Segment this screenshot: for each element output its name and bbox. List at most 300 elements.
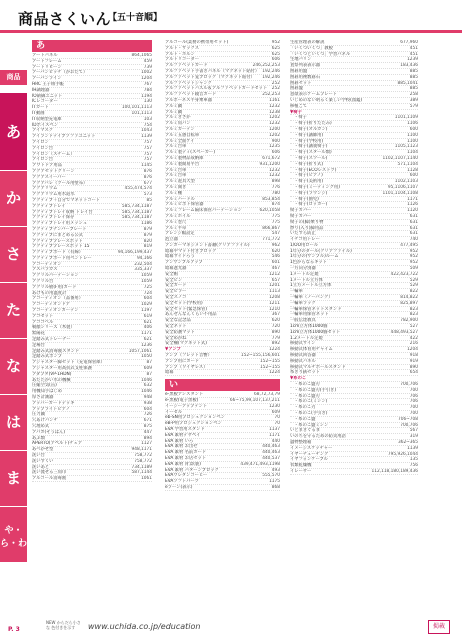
entry-pages: 1186 <box>141 221 152 227</box>
entry-pages: 567 <box>409 428 418 434</box>
entry-pages: 864,1065 <box>131 53 152 58</box>
entry-name: 査察列表表示器 <box>290 63 321 69</box>
entry-name: アンプ（ワイヤレス） <box>165 364 208 370</box>
entry-name: アクティブプレースボット <box>32 238 83 244</box>
entry-pages: 1100 <box>407 138 418 144</box>
entry-name: アートフレーム <box>32 58 62 64</box>
entry-name: アコーディオン（品番用） <box>32 296 84 302</box>
entry-pages: 879 <box>143 232 152 238</box>
entry-name: アイロン（スチーム） <box>32 151 75 157</box>
entry-name: アイマスク <box>32 128 54 134</box>
entry-name: 囲碁用盤 <box>290 68 308 74</box>
entry-pages: 620,1058 <box>259 208 280 214</box>
entry-name: あげもの用温度計 <box>32 290 67 296</box>
entry-name: EVA 素材 いろ <box>165 438 194 444</box>
entry-name: e-黒板アシスタント <box>165 392 204 398</box>
entry-name: 足踏み式ポンプ <box>32 354 63 360</box>
entry-pages: 1101,1104,1108 <box>382 190 418 196</box>
entry-name: アルミ全面ゲイ <box>165 138 195 144</box>
entry-name: アウトドア用品 <box>32 163 62 169</box>
entry-name: ・椅子(講師用) <box>294 132 324 138</box>
entry-name: 移動式マルチボールスタンド <box>290 364 346 370</box>
entry-name: アルミホイル <box>165 213 191 219</box>
entry-name: いたずら防止 <box>290 231 316 237</box>
entry-name: アコーディオンカーテン <box>32 308 79 314</box>
entry-pages: 918 <box>409 353 418 359</box>
entry-pages: 1236 <box>141 342 152 348</box>
entry-pages: 1224 <box>269 370 280 376</box>
entry-pages: 529 <box>409 277 418 283</box>
entry-pages: 1043 <box>141 128 152 134</box>
entry-name: アクアスイーパー <box>32 174 66 180</box>
entry-pages: 876 <box>143 168 152 174</box>
entry-pages: 1232 <box>269 167 280 173</box>
entry-name: EVA 素材 パターンブロック <box>165 467 219 473</box>
entry-name: アルト・ホルン <box>165 51 195 57</box>
entry-pages: 724 <box>143 290 152 296</box>
entry-name: あんぜんなんくらい不用品 <box>165 312 217 318</box>
entry-pages: 585,734,1187 <box>121 209 152 215</box>
entry-name: 糸きり鋏セット <box>290 370 321 376</box>
entry-pages: 706~708 <box>397 416 418 422</box>
entry-pages: 885 <box>409 86 418 92</box>
entry-name: イメージスケッチャー <box>290 445 333 451</box>
entry-name: ・椅子(オルガン) <box>294 126 328 132</box>
entry-name: 1メートル定規 <box>290 271 319 277</box>
entry-pages: 94,166,199,437 <box>117 250 152 256</box>
entry-name: アルコール(業務の携帯用セット) <box>165 40 229 45</box>
entry-name: いのちを守るための防災用語 <box>290 434 346 440</box>
entry-name: アパカ(そうぱん) <box>32 429 66 435</box>
entry-pages: 822 <box>409 289 418 295</box>
entry-pages: 754 <box>143 122 152 128</box>
index-entry[interactable] <box>290 469 418 475</box>
tab-a[interactable]: あ <box>0 93 27 171</box>
entry-name: ・糸のこ盤刃 <box>294 393 320 399</box>
entry-pages: 1100 <box>407 132 418 138</box>
entry-pages: 319 <box>409 434 418 440</box>
entry-name: アルミ角パン <box>165 121 191 127</box>
entry-pages: 782,900 <box>400 318 418 324</box>
entry-name: アートパネル <box>32 53 58 58</box>
entry-pages: 1197 <box>141 308 152 314</box>
entry-name: IT動画 <box>32 110 45 116</box>
entry-pages: 931,1200 <box>259 161 280 167</box>
entry-name: 椅子カバー <box>290 208 312 214</box>
entry-name: 囲碁盤 <box>290 86 303 92</box>
entry-pages: 952 <box>271 40 280 45</box>
entry-name: 1年分のダール(クリアファイル) <box>290 248 352 254</box>
entry-pages: 1232 <box>269 121 280 127</box>
index-entry[interactable] <box>165 370 280 376</box>
entry-pages: 631 <box>409 225 418 231</box>
entry-name: 安全ネット <box>165 324 187 330</box>
entry-pages: 68,72,73,79 <box>254 392 280 398</box>
entry-pages: 252 <box>271 80 280 86</box>
entry-name: 圧縮空気(缶) <box>32 383 57 389</box>
entry-name: 安全ピン <box>165 277 183 283</box>
entry-pages: 455,474,574 <box>124 186 152 192</box>
entry-pages: 739 <box>143 64 152 70</box>
entry-name: アルファベット鏡音カード <box>165 92 217 98</box>
entry-pages: 875 <box>143 424 152 429</box>
entry-pages: 152~155 <box>259 364 280 370</box>
entry-pages: 94,166 <box>136 255 152 261</box>
entry-pages: 601 <box>271 260 280 266</box>
entry-name: アルミ台車 <box>165 173 187 179</box>
entry-name: 一輪車用保管ネット <box>290 312 329 318</box>
entry-name: ・椅子(講義椅子) <box>294 144 328 150</box>
entry-name: 「いくつといくつ」学習パネル <box>290 51 351 57</box>
entry-name: あたたかい水の機械 <box>32 377 71 383</box>
entry-name: ・糸のこ盤刃 <box>294 382 320 388</box>
entry-pages: 216 <box>409 341 418 347</box>
entry-name: アコーディオンドア <box>32 302 70 308</box>
entry-pages: 1046 <box>141 377 152 383</box>
entry-name: 暗幕やマット付きブロック <box>165 248 217 254</box>
entry-name: アイロン台 <box>32 157 54 163</box>
entry-name: 安全ピラー <box>165 289 187 295</box>
entry-name: アクティブ＋自分でマネットコート <box>32 197 101 203</box>
entry-name: 洗いすくい <box>32 458 54 464</box>
entry-name: 安全防護マット <box>165 329 195 335</box>
entry-pages: 853,854 <box>262 196 280 202</box>
entry-pages: 527 <box>409 324 418 330</box>
entry-pages: 962 <box>271 242 280 248</box>
entry-name: EVA 素材 背景(裏) <box>165 461 201 467</box>
entry-pages: 1101,1109 <box>394 115 418 121</box>
entry-pages: 825,897 <box>400 300 418 306</box>
entry-pages: 467 <box>271 266 280 272</box>
footer-url[interactable]: www.uchida.co.jp/education <box>88 622 201 631</box>
entry-pages: 440,537 <box>262 455 280 461</box>
entry-name: アルファベットカード <box>165 63 208 69</box>
entry-pages: 1230 <box>269 403 280 409</box>
entry-name: アイロン <box>32 139 49 145</box>
entry-pages: 448,493,527 <box>390 329 418 335</box>
entry-name: 安全な記念品 <box>165 318 191 324</box>
entry-pages: 1061 <box>141 476 152 482</box>
entry-name: アッパーガードデッキ <box>32 400 75 406</box>
entry-pages: 152~155,156,601 <box>240 353 280 359</box>
entry-name: ITカート <box>32 105 49 111</box>
entry-pages: 625 <box>271 45 280 51</box>
entry-pages: 868 <box>271 484 280 490</box>
entry-pages: 252,253 <box>262 92 280 98</box>
entry-pages: 819 <box>143 244 152 250</box>
entry-name: ・椅子(学校用) <box>294 138 324 144</box>
entry-name: アコーディオン <box>32 261 62 267</box>
entry-name: アクアセットグリーン <box>32 168 75 174</box>
entry-pages: 100,101,1113 <box>121 105 152 111</box>
entry-pages: 952 <box>409 254 418 260</box>
entry-pages: 700,706 <box>400 422 418 428</box>
entry-pages: 1128 <box>407 167 418 173</box>
entry-name: 衣類乾燥機 <box>290 463 312 469</box>
entry-name: 洗いあと <box>32 464 50 470</box>
entry-pages: 625 <box>271 51 280 57</box>
entry-pages: 1232 <box>269 173 280 179</box>
entry-name: 生地バリン <box>290 57 312 63</box>
entry-name: EVAウレタンコーヒー <box>165 473 208 479</box>
entry-pages: 152~155 <box>259 358 280 364</box>
entry-pages: 771,772 <box>262 237 280 243</box>
entry-pages: 1232 <box>269 103 280 109</box>
entry-name: ・椅子(ECOレストツ) <box>294 167 337 173</box>
entry-pages: 1202 <box>269 115 280 121</box>
entry-name: 「いくついくつ」教板 <box>290 45 333 51</box>
entry-name: ▼椅子 <box>290 109 302 115</box>
entry-name: 椅子カバー <box>290 213 312 219</box>
entry-pages: 1102,1103 <box>394 179 418 185</box>
index-entry[interactable] <box>165 485 280 491</box>
entry-pages: 87 <box>146 360 152 366</box>
entry-name: EVA 素材 名前カード <box>165 450 207 456</box>
entry-pages: 1145 <box>141 163 152 169</box>
entry-pages: 919 <box>409 358 418 364</box>
entry-pages: 587,1144 <box>131 470 152 476</box>
entry-pages: 1059 <box>141 273 152 279</box>
entry-pages: 1057,1061 <box>128 348 152 354</box>
entry-name: アジャスター用高抗式支柱保護 <box>32 366 92 372</box>
entry-pages: 894 <box>143 435 152 441</box>
entry-pages: 757 <box>143 139 152 145</box>
entry-pages: 192,246 <box>262 68 280 74</box>
entry-pages: 948,1171 <box>131 447 152 453</box>
entry-name: アルポーネス半身乗車器 <box>165 97 212 103</box>
entry-pages: 866,867 <box>262 225 280 231</box>
entry-pages: 1120 <box>407 208 418 214</box>
entry-name: アルミ台車 <box>165 144 187 150</box>
entry-pages: 700,706 <box>400 382 418 388</box>
entry-name: アイランドテイブソファユニット <box>32 134 96 140</box>
entry-pages: 1202 <box>269 132 280 138</box>
entry-name: 一輪車保管ネットスタンド <box>290 306 342 312</box>
entry-pages: 620 <box>271 318 280 324</box>
entry-pages: 1029 <box>141 302 152 308</box>
entry-name: イヤーチューチング <box>290 451 329 457</box>
tab-sa[interactable]: さ <box>0 227 27 283</box>
entry-pages: 1201 <box>269 283 280 289</box>
entry-pages: 135 <box>409 457 418 463</box>
entry-pages: 814,822 <box>400 295 418 301</box>
entry-name: 1立方メートル立方体 <box>290 283 332 289</box>
entry-pages: 1194 <box>141 93 152 99</box>
entry-name: 一輪車（ノーパンク） <box>290 295 333 301</box>
entry-name: アクティブボード用ペントレー <box>32 255 92 261</box>
entry-pages: 726 <box>143 412 152 418</box>
entry-name: イチゴ用トレー <box>290 237 320 243</box>
entry-name: ・椅子(ミーティング用) <box>294 184 340 190</box>
entry-pages: 775 <box>271 219 280 225</box>
tab-ya-ra-wa[interactable]: や・ら・わ <box>0 507 27 563</box>
entry-name: 1メートル立方体 <box>290 277 323 283</box>
entry-pages: 734,1189 <box>131 464 152 470</box>
tab-ma[interactable]: ま <box>0 451 27 507</box>
entry-pages: 451 <box>409 51 418 57</box>
entry-name: アスパラガス <box>32 267 58 273</box>
entry-pages: 631 <box>409 231 418 237</box>
entry-pages: 579 <box>409 103 418 109</box>
entry-pages: 529 <box>409 283 418 289</box>
entry-name: eラーン(表示) <box>165 484 193 490</box>
entry-pages: 823 <box>409 306 418 312</box>
entry-name: 意欲表示ゲームプレート <box>290 92 338 98</box>
entry-pages: 606 <box>271 57 280 63</box>
entry-name: 安全スノコ <box>165 295 187 301</box>
entry-pages: 758,772 <box>134 452 152 458</box>
entry-name: IT収納型充電庫 <box>32 116 62 122</box>
entry-pages: 609 <box>143 366 152 372</box>
entry-name: 1色からなるキット <box>290 260 328 266</box>
entry-pages: 406 <box>143 325 152 331</box>
entry-pages: 1161 <box>269 97 280 103</box>
entry-name: 厚さ計測器 <box>32 395 54 401</box>
page-subtitle: 【五十音順】 <box>108 13 163 23</box>
sidebar-label: 商品 <box>0 70 27 85</box>
entry-pages: 66~75,99,107,137,211 <box>229 398 280 404</box>
entry-pages: 700 <box>409 405 418 411</box>
entry-name: APERTO(アペルト)チェア <box>32 441 83 447</box>
entry-pages: 767 <box>143 81 152 87</box>
entry-pages: 876 <box>143 174 152 180</box>
entry-name: 椅子の(脚)乗り物 <box>290 219 324 225</box>
entry-pages: 422,423,722 <box>390 271 418 277</box>
entry-name: 1/OO用ロール <box>290 242 319 248</box>
entry-pages: 700 <box>409 387 418 393</box>
entry-name: ・糸のこ刃 <box>294 405 316 411</box>
entry-name: アーバンピッチ（かおだて） <box>32 70 88 76</box>
entry-name: EVAソフトパーツ <box>165 479 199 485</box>
entry-pages: 1171 <box>407 196 418 202</box>
entry-pages: 1175 <box>269 479 280 485</box>
entry-name: アップライトピアノ <box>32 406 70 412</box>
entry-name: アルミ棚 <box>165 190 183 196</box>
entry-pages: 938 <box>143 400 152 406</box>
tab-na[interactable]: な <box>0 339 27 395</box>
entry-pages: 657 <box>271 277 280 283</box>
entry-name: eb-SN用プロジェクションペン <box>165 415 225 421</box>
entry-name: アルト・サックス <box>165 45 200 51</box>
entry-pages: 183,436 <box>400 63 418 69</box>
entry-pages: 440,463 <box>262 444 280 450</box>
entry-pages: 1106 <box>407 121 418 127</box>
entry-name: アルミ遊具大型 <box>165 179 195 185</box>
entry-name: いじめのない明るく楽しい学校(図鑑) <box>290 97 363 103</box>
entry-pages: 1208 <box>269 295 280 301</box>
entry-name: ・椅子(折り式) <box>294 161 324 167</box>
entry-pages: 1139 <box>407 445 418 451</box>
entry-name: ▼アンプ <box>165 347 182 353</box>
entry-name: 1cm立方体1000個セット <box>290 329 341 335</box>
entry-name: 移植ごて <box>290 103 308 109</box>
entry-name: アーバンライン <box>32 76 62 82</box>
entry-name: 安全柵(マグネット式) <box>165 341 207 347</box>
entry-name: アルミ開き <box>165 184 187 190</box>
entry-name: アルミ台車 <box>165 167 187 173</box>
entry-pages: 1127 <box>141 441 152 447</box>
entry-pages: 585,734,1187 <box>121 203 152 209</box>
entry-pages: 87 <box>146 371 152 377</box>
entry-name: 安全カード <box>165 283 187 289</box>
entry-pages: 1113 <box>269 289 280 295</box>
entry-pages: 784 <box>143 87 152 93</box>
entry-pages: 892 <box>271 341 280 347</box>
entry-name: アクリルパーテーション <box>32 273 79 279</box>
tab-ka[interactable]: か <box>0 171 27 227</box>
entry-pages: 900 <box>271 138 280 144</box>
entry-name: 洗い流せる三角巾 <box>32 470 67 476</box>
entry-name: アルミ製簡易平台 <box>165 161 200 167</box>
entry-pages: 252 <box>271 86 280 92</box>
entry-pages: 1171 <box>141 331 152 337</box>
entry-pages: 757 <box>143 145 152 151</box>
entry-name: アクアリウム <box>32 186 58 192</box>
entry-name: 暗幕サイドろう <box>165 254 195 260</box>
entry-pages: 823 <box>409 312 418 318</box>
entry-pages: 440 <box>271 438 280 444</box>
entry-name: ▼糸のこ <box>290 376 307 382</box>
entry-pages: 604 <box>143 296 152 302</box>
entry-name: アルミ製ディ(スペーカー) <box>165 150 216 156</box>
entry-name: ・糸のこ盤ミシン <box>294 422 329 428</box>
index-column-1 <box>32 40 152 482</box>
entry-name: アクティブプレースボット 15 <box>32 244 90 250</box>
entry-name: アルミカーテン <box>165 126 195 132</box>
entry-name: HRC 王子組手帳 <box>32 81 64 87</box>
entry-name: イージーアップテント <box>165 403 208 409</box>
entry-name: アクティブトレイ保存 <box>32 215 75 221</box>
entry-pages: 103 <box>143 116 152 122</box>
entry-name: 穴埋め式 <box>32 424 50 429</box>
entry-name: 安全帽 <box>165 271 178 277</box>
entry-name: 囲碁セット <box>290 80 312 86</box>
entry-pages: 422 <box>409 335 418 341</box>
entry-name: 安全めがね <box>165 335 187 341</box>
entry-name: アゴゴベル <box>32 319 54 325</box>
entry-pages: 671,672 <box>262 155 280 161</box>
entry-name: アルミきさか <box>165 115 191 121</box>
entry-name: アクティブトレイ収納 トレイ台 <box>32 209 93 215</box>
entry-pages: 725 <box>143 284 152 290</box>
entry-pages: 1126 <box>407 202 418 208</box>
entry-name: イヤフォンケーブル <box>290 457 328 463</box>
entry-name: ・糸のこ(ミシン) <box>294 399 328 405</box>
entry-pages: 885,1041 <box>397 80 418 86</box>
entry-name: 朝顔シリーズ（木製） <box>32 325 75 331</box>
entry-name: 移動式パネル <box>290 358 316 364</box>
entry-pages: 1200 <box>269 126 280 132</box>
entry-pages: 820 <box>143 238 152 244</box>
entry-name: アルコール消毒液 <box>32 476 67 482</box>
entry-pages: 1050 <box>141 354 152 360</box>
entry-name: 安全セット(学校用) <box>165 300 203 306</box>
entry-name: アートリビーン <box>32 64 62 70</box>
entry-pages: 706 <box>409 393 418 399</box>
entry-pages: 758,772 <box>134 458 152 464</box>
entry-name: 移動式サイン <box>290 341 316 347</box>
entry-name: IDボイスペン <box>32 122 59 128</box>
entry-name: アクティブナンバーブレート <box>32 226 87 232</box>
index-entry[interactable] <box>32 476 152 482</box>
entry-name: アルミ鍋 <box>165 109 183 115</box>
entry-name: アンサンブルアップ <box>165 260 203 266</box>
tab-ta[interactable]: た <box>0 283 27 339</box>
entry-name: イーゼル <box>165 409 183 415</box>
entry-pages: 600 <box>409 126 418 132</box>
tab-ha[interactable]: は <box>0 395 27 451</box>
entry-name: 圧力鍋 <box>32 412 45 418</box>
